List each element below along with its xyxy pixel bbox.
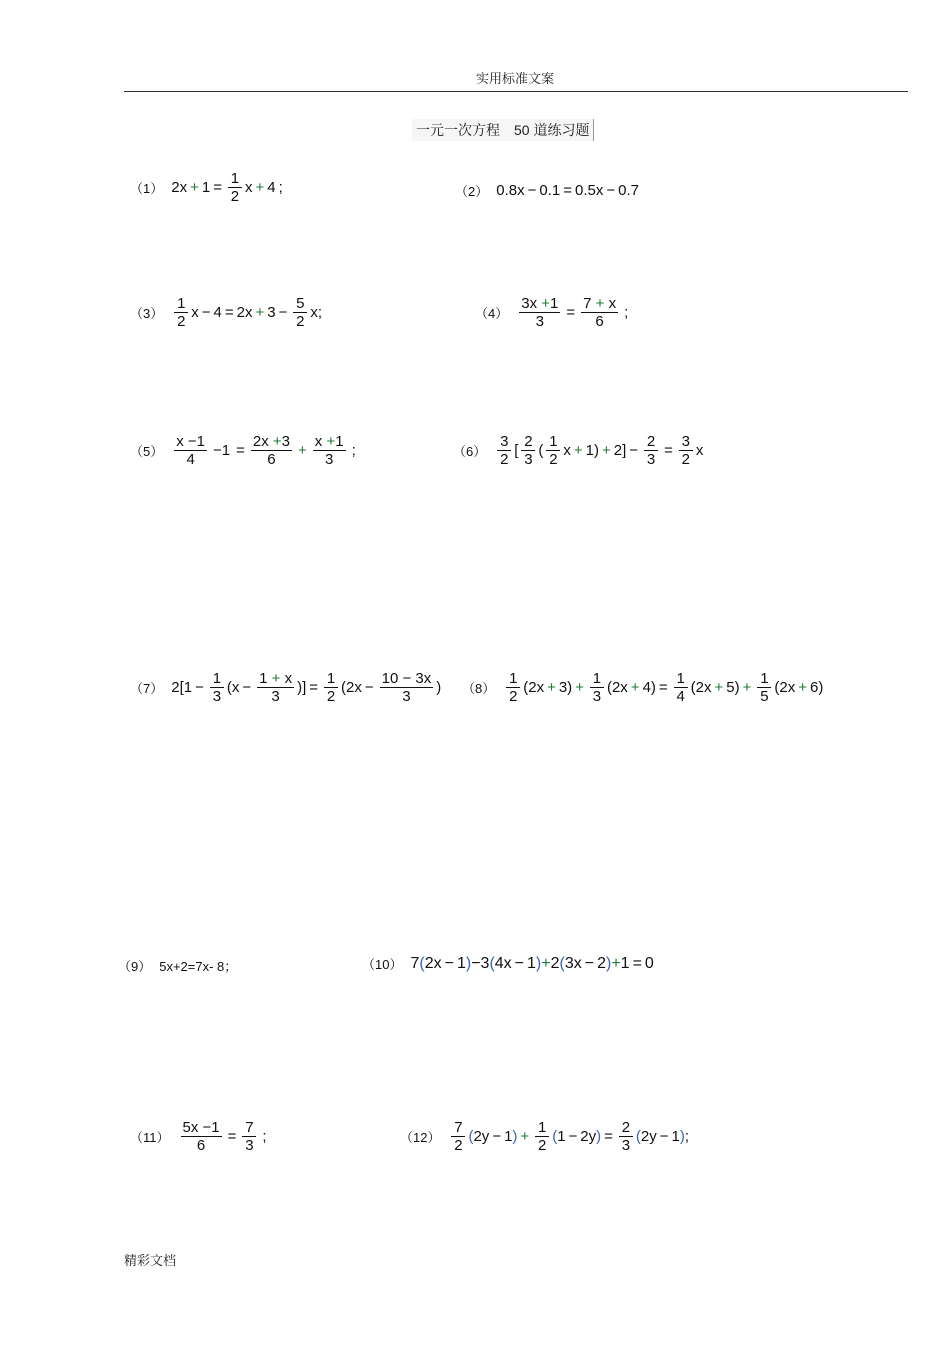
- term: 1: [335, 433, 344, 450]
- term: 7: [410, 954, 420, 972]
- worksheet-title: [412, 119, 594, 141]
- term: 1: [671, 1128, 680, 1146]
- problem-label: （11）: [130, 1130, 170, 1146]
- minus-sign: −: [584, 954, 595, 972]
- open-paren: (: [489, 954, 495, 972]
- equals-sign: =: [227, 1128, 237, 1146]
- term: 2x: [236, 304, 253, 322]
- plus-sign: +: [595, 295, 605, 312]
- denominator: 3: [524, 451, 533, 469]
- minus-sign: −: [659, 1128, 669, 1146]
- minus-sign: −: [629, 442, 639, 460]
- plus-sign: +: [520, 1128, 530, 1146]
- open-paren: (: [468, 1128, 474, 1146]
- denominator: 2: [230, 188, 240, 206]
- denominator: 2: [538, 1137, 547, 1155]
- problem-label: （3）: [130, 306, 164, 322]
- term: x: [314, 433, 323, 450]
- term: 2: [550, 954, 560, 972]
- numerator: 1: [174, 295, 188, 313]
- term: 1: [259, 670, 268, 687]
- term: 0.5x: [574, 182, 604, 199]
- problem-4: [475, 295, 631, 331]
- term: 2y: [640, 1128, 657, 1146]
- minus-sign: −: [568, 1128, 578, 1146]
- plus-sign: +: [255, 179, 265, 197]
- equals-sign: =: [658, 679, 668, 697]
- fraction: [506, 670, 520, 706]
- fraction: [581, 295, 618, 331]
- fraction: [293, 295, 307, 331]
- term: 6): [810, 679, 824, 697]
- plus-sign: +: [272, 433, 282, 450]
- term: −1: [213, 442, 231, 460]
- minus-sign: −: [527, 182, 537, 199]
- denominator: 3: [212, 688, 222, 706]
- term: x: [176, 433, 184, 450]
- equals-sign: =: [224, 304, 234, 322]
- problem-label: （9）: [118, 959, 152, 974]
- denominator: 3: [245, 1137, 254, 1155]
- minus-sign: −: [195, 679, 204, 697]
- numerator: [519, 295, 560, 313]
- open-paren: (: [635, 1128, 641, 1146]
- open-paren: (: [419, 954, 425, 972]
- problem-12: [400, 1119, 689, 1155]
- close-paren: ): [512, 1128, 518, 1146]
- numerator: 7: [451, 1119, 465, 1137]
- numerator: 1: [324, 670, 338, 688]
- numerator: [313, 433, 346, 451]
- numerator: 2: [644, 433, 658, 451]
- denominator: 3: [535, 313, 544, 331]
- term: 4x: [494, 954, 512, 972]
- numerator: 1: [674, 670, 688, 688]
- term: 3x: [521, 295, 538, 312]
- denominator: 2: [326, 688, 336, 706]
- equation-text: 5x+2=7x- 8；: [159, 959, 238, 974]
- problem-1: [130, 170, 286, 206]
- minus-sign: −: [606, 182, 616, 199]
- plus-sign: +: [271, 670, 281, 687]
- term: 1: [201, 179, 211, 197]
- close-paren: ): [465, 954, 472, 972]
- plus-sign: +: [798, 679, 807, 697]
- term: 1: [211, 1119, 220, 1136]
- term: 3: [267, 304, 276, 322]
- term: x: [563, 442, 571, 460]
- term: 5): [726, 679, 740, 697]
- fraction: [324, 670, 338, 706]
- equals-sign: =: [566, 304, 576, 322]
- semicolon: ;: [684, 1128, 690, 1146]
- semicolon: ;: [317, 304, 322, 322]
- minus-sign: −: [242, 679, 252, 697]
- term: 4: [267, 179, 276, 197]
- numerator: 3: [497, 433, 511, 451]
- fraction: [590, 670, 604, 706]
- denominator: 3: [325, 451, 334, 469]
- problem-6: [453, 433, 703, 469]
- problem-label: （12）: [400, 1130, 441, 1146]
- plus-sign: +: [298, 442, 307, 460]
- denominator: 6: [196, 1137, 206, 1155]
- denominator: 2: [500, 451, 509, 469]
- problem-5: [130, 433, 359, 469]
- numerator: [251, 433, 292, 451]
- open-paren: (: [552, 1128, 558, 1146]
- fraction: [521, 433, 535, 469]
- close-paren: ): [679, 1128, 685, 1146]
- term: x: [608, 295, 617, 312]
- denominator: 2: [454, 1137, 463, 1155]
- numerator: 1: [546, 433, 560, 451]
- close-bracket: )]: [297, 679, 307, 697]
- header-rule: [124, 91, 908, 92]
- fraction: [497, 433, 511, 469]
- numerator: 1: [228, 170, 242, 188]
- numerator: 7: [242, 1119, 256, 1137]
- denominator: 6: [595, 313, 604, 331]
- numerator: 2: [521, 433, 535, 451]
- fraction: [757, 670, 771, 706]
- denominator: 2: [296, 313, 305, 331]
- close-paren: ): [436, 679, 442, 697]
- problem-7: [130, 670, 441, 706]
- fraction: [313, 433, 346, 469]
- fraction: [174, 295, 188, 331]
- fraction: [535, 1119, 549, 1155]
- numerator: 1: [210, 670, 224, 688]
- minus-sign: −: [444, 954, 454, 972]
- equals-sign: =: [213, 179, 222, 197]
- term: 10: [381, 670, 399, 687]
- plus-sign: +: [742, 679, 752, 697]
- title-text: 一元一次方程: [416, 122, 500, 138]
- fraction: [257, 670, 294, 706]
- denominator: 4: [676, 688, 685, 706]
- plus-sign: +: [611, 954, 621, 972]
- term: 1: [527, 954, 536, 972]
- problem-9: [118, 956, 237, 975]
- problem-11: [130, 1119, 270, 1155]
- numerator: [581, 295, 618, 313]
- minus-sign: −: [514, 954, 525, 972]
- plus-sign: +: [714, 679, 724, 697]
- denominator: 2: [549, 451, 558, 469]
- minus-sign: −: [187, 433, 197, 450]
- close-paren: ): [605, 954, 612, 972]
- term: 1: [550, 295, 559, 312]
- problem-label: （5）: [130, 444, 164, 460]
- plus-sign: +: [575, 679, 584, 697]
- term: (2x: [774, 679, 796, 697]
- denominator: 5: [760, 688, 769, 706]
- fraction: [519, 295, 560, 331]
- plus-sign: +: [255, 304, 265, 322]
- minus-sign: −: [364, 679, 374, 697]
- numerator: 1: [506, 670, 520, 688]
- minus-sign: −: [402, 670, 412, 687]
- problem-10: [362, 954, 654, 973]
- term: 1: [504, 1128, 513, 1146]
- numerator: [380, 670, 434, 688]
- plus-sign: +: [326, 433, 336, 450]
- term: (2x: [523, 679, 545, 697]
- fraction: [174, 433, 207, 469]
- denominator: 2: [509, 688, 518, 706]
- term: 2y: [473, 1128, 490, 1146]
- term: 1: [456, 954, 466, 972]
- term: x: [244, 179, 253, 197]
- plus-sign: +: [541, 295, 551, 312]
- denominator: 6: [267, 451, 276, 469]
- problem-label: （2）: [455, 184, 489, 199]
- semicolon: ;: [351, 442, 356, 460]
- term: x: [695, 442, 704, 460]
- term: 4: [213, 304, 222, 322]
- equals-sign: =: [664, 442, 673, 460]
- numerator: 1: [535, 1119, 549, 1137]
- term: 1): [585, 442, 600, 460]
- term: 2[1: [171, 679, 193, 697]
- open-paren: (: [559, 954, 565, 972]
- open-paren: (: [538, 442, 544, 460]
- denominator: 2: [681, 451, 690, 469]
- close-paren: ): [535, 954, 542, 972]
- plus-sign: +: [547, 679, 556, 697]
- term: 2: [597, 954, 606, 972]
- fraction: [228, 170, 242, 206]
- numerator: 3: [679, 433, 693, 451]
- term: 3: [281, 433, 291, 450]
- numerator: 1: [590, 670, 604, 688]
- numerator: [257, 670, 294, 688]
- denominator: 3: [646, 451, 656, 469]
- minus-sign: −: [471, 954, 481, 972]
- numerator: 5: [293, 295, 307, 313]
- term: 2x: [171, 179, 188, 197]
- page-header: 实用标准文案: [475, 72, 554, 87]
- term: 2x: [424, 954, 442, 972]
- semicolon: ;: [278, 179, 283, 197]
- term: 0.8x: [496, 182, 525, 199]
- problem-2: [455, 181, 639, 200]
- denominator: 3: [271, 688, 280, 706]
- fraction: [674, 670, 688, 706]
- term: 2y: [580, 1128, 597, 1146]
- fraction: [679, 433, 693, 469]
- term: (2x: [606, 679, 628, 697]
- minus-sign: −: [278, 304, 288, 322]
- term: (2x: [341, 679, 362, 697]
- fraction: [546, 433, 560, 469]
- term: 7: [583, 295, 592, 312]
- fraction: [644, 433, 658, 469]
- term: 3x: [415, 670, 432, 687]
- minus-sign: −: [201, 304, 211, 322]
- title-count: 50 道练习题: [514, 122, 590, 138]
- problem-label: （7）: [130, 681, 164, 697]
- term: 5x: [182, 1119, 199, 1136]
- fraction: [210, 670, 224, 706]
- denominator: 2: [177, 313, 186, 331]
- term: 3): [558, 679, 573, 697]
- problem-3: [130, 295, 322, 331]
- numerator: [181, 1119, 222, 1137]
- term: 0.7: [618, 182, 639, 199]
- equals-sign: =: [632, 954, 642, 972]
- equals-sign: =: [309, 679, 319, 697]
- term: 4): [642, 679, 656, 697]
- term: 3x: [564, 954, 582, 972]
- minus-sign: −: [202, 1119, 212, 1136]
- problem-label: （4）: [475, 306, 509, 322]
- plus-sign: +: [541, 954, 551, 972]
- term: (x: [226, 679, 240, 697]
- denominator: 4: [186, 451, 195, 469]
- term: 0: [644, 954, 654, 972]
- equals-sign: =: [604, 1128, 613, 1146]
- problem-8: [462, 670, 823, 706]
- term: 3: [480, 954, 490, 972]
- fraction: [181, 1119, 222, 1155]
- problem-label: （6）: [453, 444, 487, 460]
- term: x: [191, 304, 199, 322]
- numerator: 2: [619, 1119, 633, 1137]
- open-bracket: [: [514, 442, 519, 460]
- fraction: [251, 433, 292, 469]
- equals-sign: =: [563, 182, 572, 199]
- term: 1: [620, 954, 630, 972]
- page-footer: 精彩文档: [124, 1254, 177, 1269]
- denominator: 3: [592, 688, 602, 706]
- plus-sign: +: [602, 442, 611, 460]
- term: 1: [557, 1128, 566, 1146]
- term: 0.1: [539, 182, 561, 199]
- plus-sign: +: [630, 679, 640, 697]
- plus-sign: +: [190, 179, 199, 197]
- term: x: [310, 304, 318, 322]
- numerator: 1: [757, 670, 771, 688]
- denominator: 3: [621, 1137, 631, 1155]
- term: (2x: [690, 679, 712, 697]
- fraction: [242, 1119, 256, 1155]
- semicolon: ;: [624, 304, 629, 322]
- term: 2]: [613, 442, 627, 460]
- fraction: [451, 1119, 465, 1155]
- problem-label: （10）: [362, 957, 403, 972]
- problem-label: （8）: [462, 681, 496, 697]
- fraction: [380, 670, 434, 706]
- minus-sign: −: [492, 1128, 502, 1146]
- term: 1: [196, 433, 206, 450]
- close-paren: ): [596, 1128, 602, 1146]
- term: 2x: [252, 433, 269, 450]
- problem-label: （1）: [130, 181, 164, 197]
- plus-sign: +: [573, 442, 583, 460]
- term: x: [284, 670, 293, 687]
- equals-sign: =: [236, 442, 245, 460]
- fraction: [619, 1119, 633, 1155]
- denominator: 3: [402, 688, 411, 706]
- numerator: [174, 433, 207, 451]
- semicolon: ;: [262, 1128, 267, 1146]
